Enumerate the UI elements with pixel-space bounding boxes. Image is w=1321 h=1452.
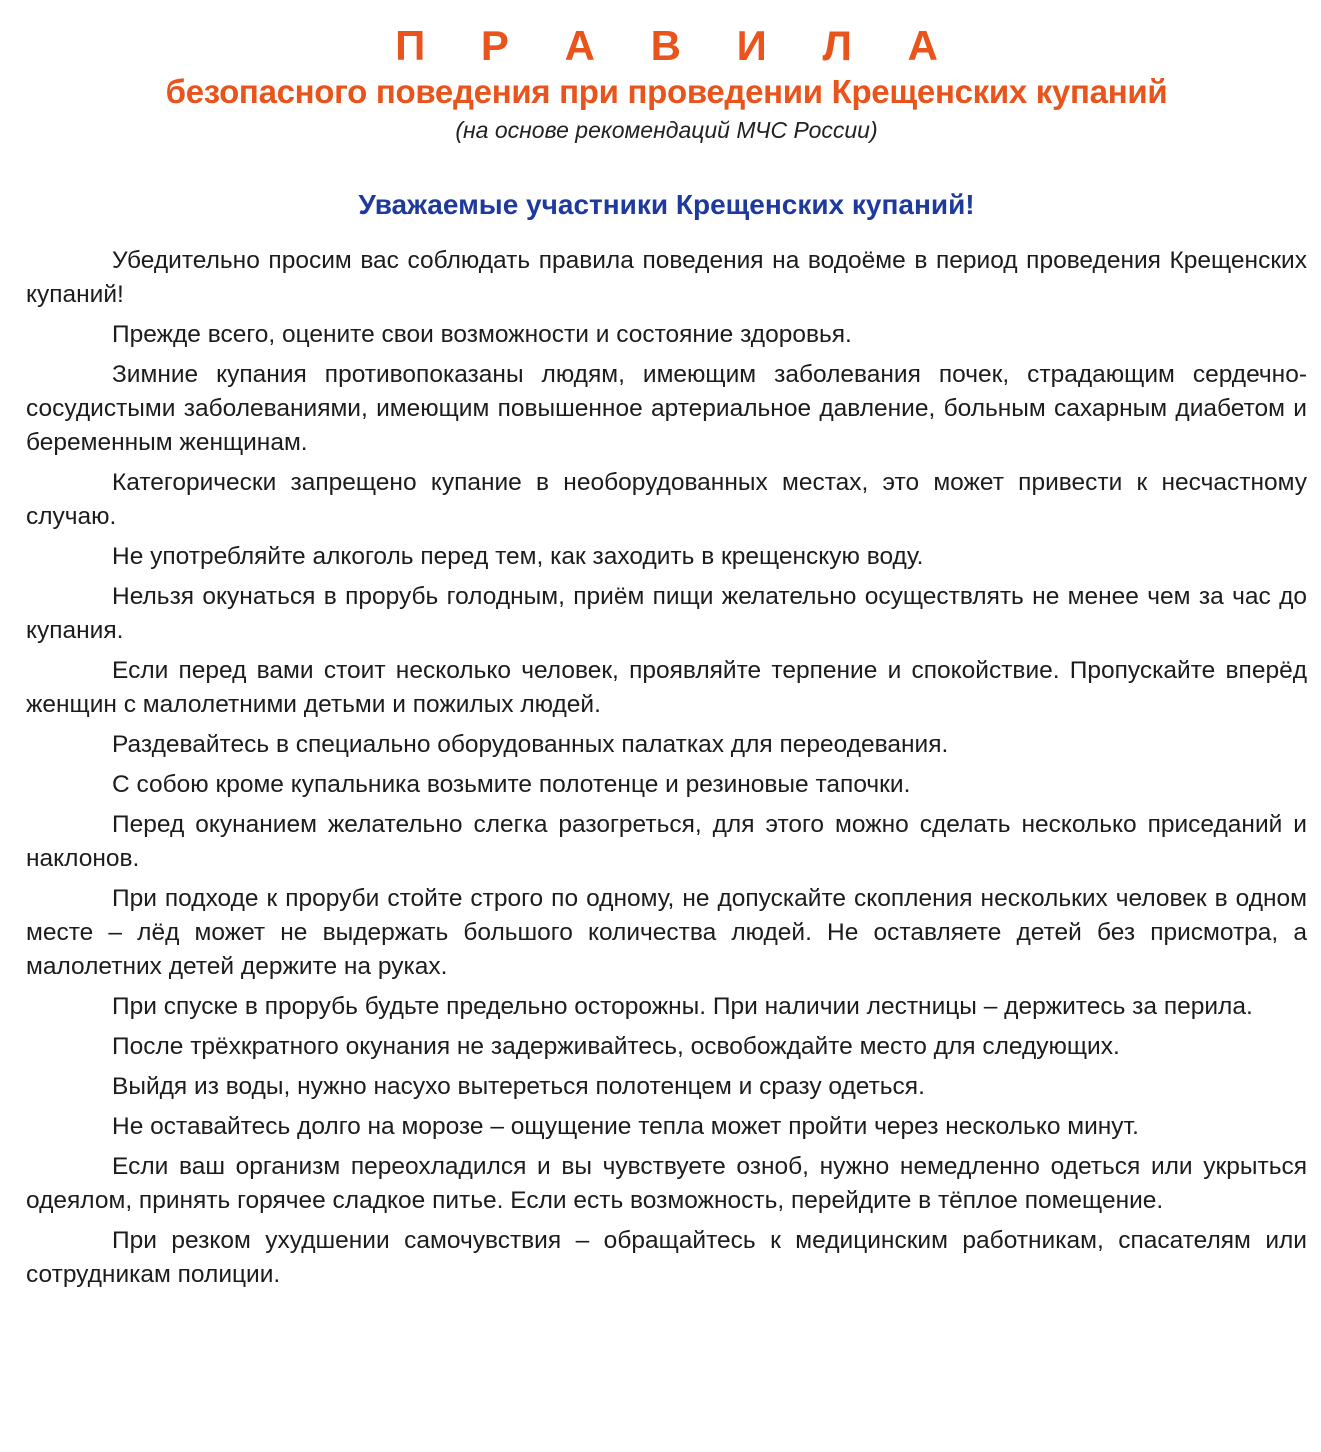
rule-paragraph: Убедительно просим вас соблюдать правила поведения на водоёме в период проведения Крещенских купаний! (26, 247, 1307, 308)
rule-paragraph: Выйдя из воды, нужно насухо вытереться полотенцем и сразу одеться. (112, 1073, 925, 1100)
rule-paragraph: Перед окунанием желательно слегка разогреться, для этого можно сделать несколько приседаний и наклонов. (26, 811, 1307, 872)
rule-paragraph: После трёхкратного окунания не задерживайтесь, освобождайте место для следующих. (112, 1033, 1120, 1060)
rule-paragraph: Категорически запрещено купание в необорудованных местах, это может привести к несчастному случаю. (26, 469, 1307, 530)
rule-paragraph: Нельзя окунаться в прорубь голодным, приём пищи желательно осуществлять не менее чем за час до купания. (26, 583, 1307, 644)
rule-paragraph: Раздевайтесь в специально оборудованных палатках для переодевания. (112, 731, 949, 758)
rule-paragraph: Не оставайтесь долго на морозе – ощущение тепла может пройти через несколько минут. (112, 1113, 1139, 1140)
rule-paragraph: При подходе к проруби стойте строго по одному, не допускайте скопления нескольких человек в одном месте – лёд может не выдержать большого количества людей. Не оставляете детей без присмотра, а малолетних детей держите на руках. (26, 885, 1307, 980)
document-title: П Р А В И Л А (395, 22, 960, 69)
rule-paragraph: При резком ухудшении самочувствия – обращайтесь к медицинским работникам, спасателям или сотрудникам полиции. (26, 1227, 1307, 1288)
rule-paragraph: Прежде всего, оцените свои возможности и состояние здоровья. (112, 321, 852, 348)
rule-paragraph: При спуске в прорубь будьте предельно осторожны. При наличии лестницы – держитесь за перила. (112, 993, 1253, 1020)
source-note: (на основе рекомендаций МЧС России) (455, 117, 878, 143)
rule-paragraph: Если ваш организм переохладился и вы чувствуете озноб, нужно немедленно одеться или укрыться одеялом, принять горячее сладкое питье. Если есть возможность, перейдите в тёплое помещение. (26, 1153, 1307, 1214)
document-header (26, 22, 1307, 222)
document-subtitle: безопасного поведения при проведении Крещенских купаний (165, 73, 1168, 110)
rule-paragraph: Не употребляйте алкоголь перед тем, как заходить в крещенскую воду. (112, 543, 924, 570)
rule-paragraph: Зимние купания противопоказаны людям, имеющим заболевания почек, страдающим сердечно-сосудистыми заболеваниями, имеющим повышенное артериальное давление, больным сахарным диабетом и беременным женщинам. (26, 361, 1307, 456)
greeting-heading: Уважаемые участники Крещенских купаний! (358, 189, 975, 220)
rule-paragraph: С собою кроме купальника возьмите полотенце и резиновые тапочки. (112, 771, 911, 798)
rule-paragraph: Если перед вами стоит несколько человек, проявляйте терпение и спокойствие. Пропускайте вперёд женщин с малолетними детьми и пожилых людей. (26, 657, 1307, 718)
rules-body (26, 244, 1307, 1292)
